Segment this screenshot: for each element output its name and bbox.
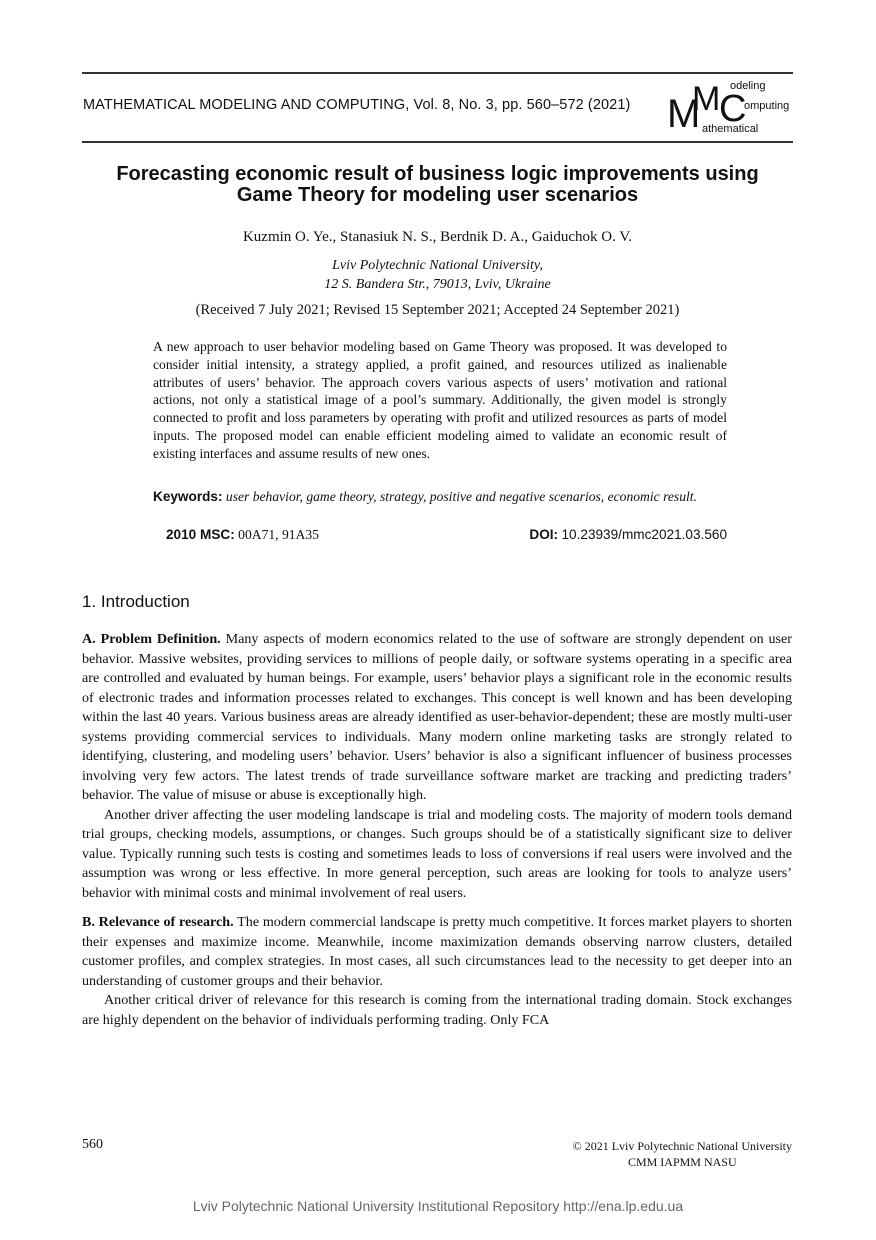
title-line: Game Theory for modeling user scenarios — [236, 184, 639, 206]
keywords-label: Keywords: — [153, 489, 223, 504]
affiliation-line: 12 S. Bandera Str., 79013, Lviv, Ukraine — [324, 277, 551, 292]
msc — [166, 527, 319, 543]
header-top-rule — [82, 72, 793, 74]
paper-title — [82, 164, 793, 206]
paragraph — [82, 806, 792, 904]
section-body — [82, 630, 792, 1030]
paragraph — [82, 991, 792, 1030]
copyright — [573, 1138, 792, 1170]
doi — [529, 527, 727, 543]
repository-footer: Lviv Polytechnic National University Institutional Repository http://ena.lp.edu.ua — [192, 1198, 684, 1214]
affiliation — [82, 256, 793, 294]
paragraph-text: The modern commercial landscape is pretty much competitive. It forces market players to shorten their expenses and maximize income. Meanwhile, income maximization demands observing narrow clusters, detailed customer profiles, and complex strategies. In most cases, all such circumstances lead to the necessity to get deeper into an understanding of customer groups and their behavior. — [82, 914, 792, 989]
msc-value: 00A71, 91A35 — [238, 527, 319, 542]
header-bottom-rule — [82, 141, 793, 143]
journal-header: MATHEMATICAL MODELING AND COMPUTING, Vol. 8, No. 3, pp. 560–572 (2021) — [83, 97, 631, 113]
msc-label: 2010 MSC: — [166, 527, 235, 542]
abstract: A new approach to user behavior modeling based on Game Theory was proposed. It was developed to consider initial intensity, a strategy applied, a profit gained, and resources utilized as inalienable attributes of users’ behavior. The approach covers various aspects of users’ motivation and rational actions, not only a statistical image of a pool’s summary. Additionally, the given model is strongly connected to profit and loss parameters by operating with profit and utilized resources as parts of model inputs. The proposed model can enable efficient modeling aimed to validate an economic result of existing interfaces and assume results of new ones. — [153, 339, 727, 461]
doi-value: 10.23939/mmc2021.03.560 — [561, 527, 727, 542]
paragraph-lead: A. Problem Definition. — [82, 631, 221, 647]
authors: Kuzmin O. Ye., Stanasiuk N. S., Berdnik D. A., Gaiduchok O. V. — [242, 229, 633, 245]
copyright-line: CMM IAPMM NASU — [627, 1155, 737, 1169]
paragraph-lead: B. Relevance of research. — [82, 914, 234, 930]
paragraph-text: Another critical driver of relevance for this research is coming from the international trading domain. Stock exchanges are highly dependent on the behavior of individuals performing trading. Only FCA — [82, 992, 792, 1028]
copyright-line: © 2021 Lviv Polytechnic National University — [572, 1139, 792, 1153]
keywords-text: user behavior, game theory, strategy, positive and negative scenarios, economic result. — [225, 489, 697, 504]
paragraph — [82, 913, 792, 991]
section-heading: 1. Introduction — [82, 592, 190, 611]
journal-logo: M M C odeling omputing athematical — [667, 80, 790, 136]
paragraph — [82, 630, 792, 806]
received-dates: (Received 7 July 2021; Revised 15 September 2021; Accepted 24 September 2021) — [195, 302, 680, 318]
doi-label: DOI: — [529, 527, 559, 542]
paragraph-text: Many aspects of modern economics related to the use of software are strongly dependent on user behavior. Massive websites, providing services to millions of people daily, or software systems operating in a specific area are controlled and evaluated by human beings. For example, users’ behavior plays a significant role in the economic results of electronic trades and information processes related to exchanges. This concept is well known and has been developing within the last 40 years. Various business areas are already identified as user-behavior-dependent; these are mostly multi-user systems providing commercial services to individuals. Many modern online marketing tasks are strongly related to identifying, clustering, and modeling users’ behavior. Users’ behavior is also a significant influencer of business processes involving very few actors. The latest trends of trade surveillance software market are tracking and predicting traders’ behavior. The value of misuse or abuse is exceptionally high. — [82, 631, 792, 803]
title-line: Forecasting economic result of business logic improvements using — [116, 163, 759, 185]
page-number: 560 — [82, 1137, 103, 1152]
keywords — [153, 488, 727, 506]
paragraph-text: Another driver affecting the user modeling landscape is trial and modeling costs. The majority of modern tools demand trial groups, checking models, assumptions, or changes. Such groups should be of a statistically significant size to deliver value. Typically running such tests is costing and sometimes leads to loss of conversions if real users were involved and the assumption was wrong or less effective. In more general perception, such areas are looking for tools to analyze users’ behavior with minimal costs and minimal involvement of real users. — [82, 806, 792, 901]
affiliation-line: Lviv Polytechnic National University, — [332, 258, 543, 273]
